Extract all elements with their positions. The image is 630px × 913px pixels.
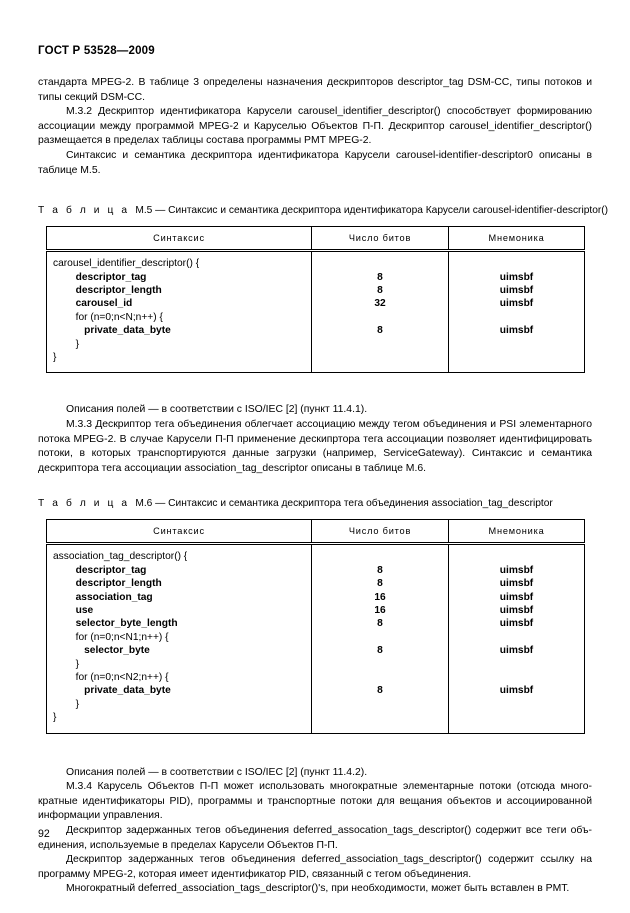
syntax-line: selector_byte_length <box>53 618 178 630</box>
syntax-line: carousel_identifier_descriptor() { <box>53 258 200 270</box>
page-number: 92 <box>38 828 50 840</box>
column-header-mnemonic: Мнемоника <box>449 227 585 251</box>
mnemonic-line: uimsbf <box>499 591 534 603</box>
table-m5 <box>46 226 585 373</box>
mnemonic-line: uimsbf <box>499 605 534 616</box>
bits-line <box>312 257 448 270</box>
syntax-line: use <box>53 605 94 616</box>
syntax-line: association_tag_descriptor() { <box>53 551 188 563</box>
bits-line <box>312 550 448 563</box>
mnemonic-line: uimsbf <box>499 298 534 310</box>
table-m6 <box>46 519 585 733</box>
mnemonic-cell <box>449 251 585 373</box>
paragraph: М.3.4 Карусель Объектов П-П может использовать многократные элементарные потоки (отсюда многократные идентификаторы PID), программы и транспортные потоки для вещания объектов и ассоциированной информации управления. <box>38 781 592 822</box>
spacer <box>38 511 592 519</box>
paragraph: М.3.2 Дескриптор идентификатора Карусели carousel_identifier_descriptor() способствует формированию ассоциации между программой MPEG-2 и Каруселью Объектов П-П. Дескриптор carousel_identifier_descriptor() размещается в пределах таблицы состава программы PMT MPEG-2. <box>38 106 592 147</box>
bottom-paragraphs <box>38 766 592 897</box>
mnemonic-cell <box>449 544 585 733</box>
bits-line <box>312 351 448 364</box>
intro-paragraphs <box>38 76 592 178</box>
bits-line <box>312 711 448 724</box>
syntax-line: } <box>53 712 57 724</box>
spacer <box>38 218 592 226</box>
table-caption-text: — Синтаксис и семантика дескриптора тега объединения association_tag_descriptor <box>155 498 553 510</box>
paragraph: Описания полей — в соответствии с ISO/IEC [2] (пункт 11.4.1). <box>66 404 368 416</box>
bits-line: 8 <box>377 685 383 697</box>
mnemonic-line: uimsbf <box>499 578 534 590</box>
syntax-line: private_data_byte <box>53 325 171 337</box>
mnemonic-line: uimsbf <box>499 645 534 657</box>
syntax-line: } <box>53 338 80 350</box>
mnemonic-line <box>449 257 584 270</box>
paragraph: стандарта MPEG-2. В таблице 3 определены назначения дескрипторов descriptor_tag DSM-CC, типы потоков и типы секций DSM-CC. <box>38 77 592 103</box>
mnemonic-line: uimsbf <box>499 685 534 697</box>
bits-line: 8 <box>377 564 383 576</box>
column-header-syntax: Синтаксис <box>47 227 312 251</box>
syntax-line: } <box>53 698 80 710</box>
table-row <box>47 251 585 373</box>
paragraph: Синтаксис и семантика дескриптора идентификатора Карусели carousel-identifier-descriptor0 описаны в таблице М.5. <box>38 149 592 176</box>
mnemonic-line <box>449 351 584 364</box>
bits-line: 32 <box>374 298 386 310</box>
table-caption-label: Т а б л и ц а <box>38 205 130 217</box>
paragraph: Дескриптор задержанных тегов объединения deferred_association_tags_descriptor() содержит ссылку на программу MPEG-2, которая имеет идентификатор PID, связанный с тегом объединения. <box>38 854 592 880</box>
syntax-line: for (n=0;n<N2;n++) { <box>53 672 169 684</box>
mnemonic-lines <box>449 252 584 372</box>
mnemonic-line: uimsbf <box>499 564 534 576</box>
syntax-cell <box>47 544 312 733</box>
syntax-line: descriptor_tag <box>53 564 147 576</box>
bits-lines <box>312 545 448 732</box>
bits-line: 16 <box>374 605 386 616</box>
standard-header: ГОСТ Р 53528—2009 <box>38 45 155 57</box>
mnemonic-line <box>449 671 584 684</box>
spacer <box>38 373 592 403</box>
bits-line <box>312 311 448 324</box>
syntax-line: carousel_id <box>53 298 133 310</box>
mnemonic-line: uimsbf <box>499 284 534 296</box>
table-m6-caption <box>38 497 592 511</box>
column-header-bits: Число битов <box>312 227 449 251</box>
bits-line: 8 <box>377 578 383 590</box>
spacer <box>38 178 592 204</box>
mnemonic-line <box>449 311 584 324</box>
paragraph: Дескриптор задержанных тегов объединения deferred_assocation_tags_descriptor() содержит все теги объединения, используемые в пределах Карусели Объектов П-П. <box>38 825 592 851</box>
bits-line: 8 <box>377 325 383 337</box>
bits-lines <box>312 252 448 372</box>
syntax-line: descriptor_length <box>53 284 162 296</box>
syntax-line: descriptor_tag <box>53 271 147 283</box>
spacer <box>38 476 592 497</box>
column-header-syntax: Синтаксис <box>47 520 312 544</box>
syntax-lines <box>47 545 311 732</box>
syntax-cell <box>47 251 312 373</box>
syntax-line: for (n=0;n<N;n++) { <box>53 311 163 323</box>
mnemonic-lines <box>449 545 584 732</box>
syntax-line: selector_byte <box>53 645 150 657</box>
paragraph: Описания полей — в соответствии с ISO/IEC [2] (пункт 11.4.2). <box>66 766 368 778</box>
bits-line <box>312 671 448 684</box>
spacer <box>38 734 592 766</box>
mnemonic-line <box>449 658 584 671</box>
mnemonic-line: uimsbf <box>499 325 534 337</box>
bits-line <box>312 658 448 671</box>
bits-line: 8 <box>377 284 383 296</box>
bits-cell <box>312 251 449 373</box>
table-header-row <box>47 520 585 544</box>
table-caption-number: М.6 <box>135 498 153 510</box>
bits-line <box>312 631 448 644</box>
table-header-row <box>47 227 585 251</box>
column-header-mnemonic: Мнемоника <box>449 520 585 544</box>
syntax-line: private_data_byte <box>53 685 171 697</box>
bits-line: 8 <box>377 645 383 657</box>
syntax-line: descriptor_length <box>53 578 162 590</box>
paragraph: М.3.3 Дескриптор тега объединения облегчает ассоциацию между тегом объединения и PSI элементарного потока MPEG-2. В случае Карусели П-П применение дескипртора тега ассоциации позволяет идентифицировать потоки, в которых транспортируются данные загрузки (например, ServiceGateway). Синтаксис и семантика дескриптора тега ассоциации association_tag_descriptor описаны в таблице М.6. <box>38 419 592 474</box>
mnemonic-line <box>449 338 584 351</box>
bits-line <box>312 338 448 351</box>
mnemonic-line <box>449 550 584 563</box>
bits-line <box>312 698 448 711</box>
bits-line: 16 <box>374 591 386 603</box>
syntax-lines <box>47 252 311 372</box>
syntax-line: } <box>53 352 57 363</box>
syntax-line: association_tag <box>53 591 153 603</box>
table-row <box>47 544 585 733</box>
syntax-line: } <box>53 658 80 670</box>
table-caption-number: М.5 <box>135 205 153 217</box>
page-content <box>38 76 609 897</box>
mid-paragraphs <box>38 403 592 476</box>
mnemonic-line <box>449 698 584 711</box>
syntax-line: for (n=0;n<N1;n++) { <box>53 631 169 643</box>
mnemonic-line <box>449 711 584 724</box>
paragraph: Многократный deferred_association_tags_descriptor()'s, при необходимости, может быть вставлен в PMT. <box>66 883 570 895</box>
bits-line: 8 <box>377 618 383 630</box>
table-m5-caption <box>38 204 609 218</box>
mnemonic-line <box>449 631 584 644</box>
mnemonic-line: uimsbf <box>499 618 534 630</box>
column-header-bits: Число битов <box>312 520 449 544</box>
table-caption-text: — Синтаксис и семантика дескриптора идентификатора Карусели carousel-identifier-descriptor() <box>155 205 609 217</box>
table-caption-label: Т а б л и ц а <box>38 498 130 510</box>
mnemonic-line: uimsbf <box>499 271 534 283</box>
bits-cell <box>312 544 449 733</box>
bits-line: 8 <box>377 271 383 283</box>
